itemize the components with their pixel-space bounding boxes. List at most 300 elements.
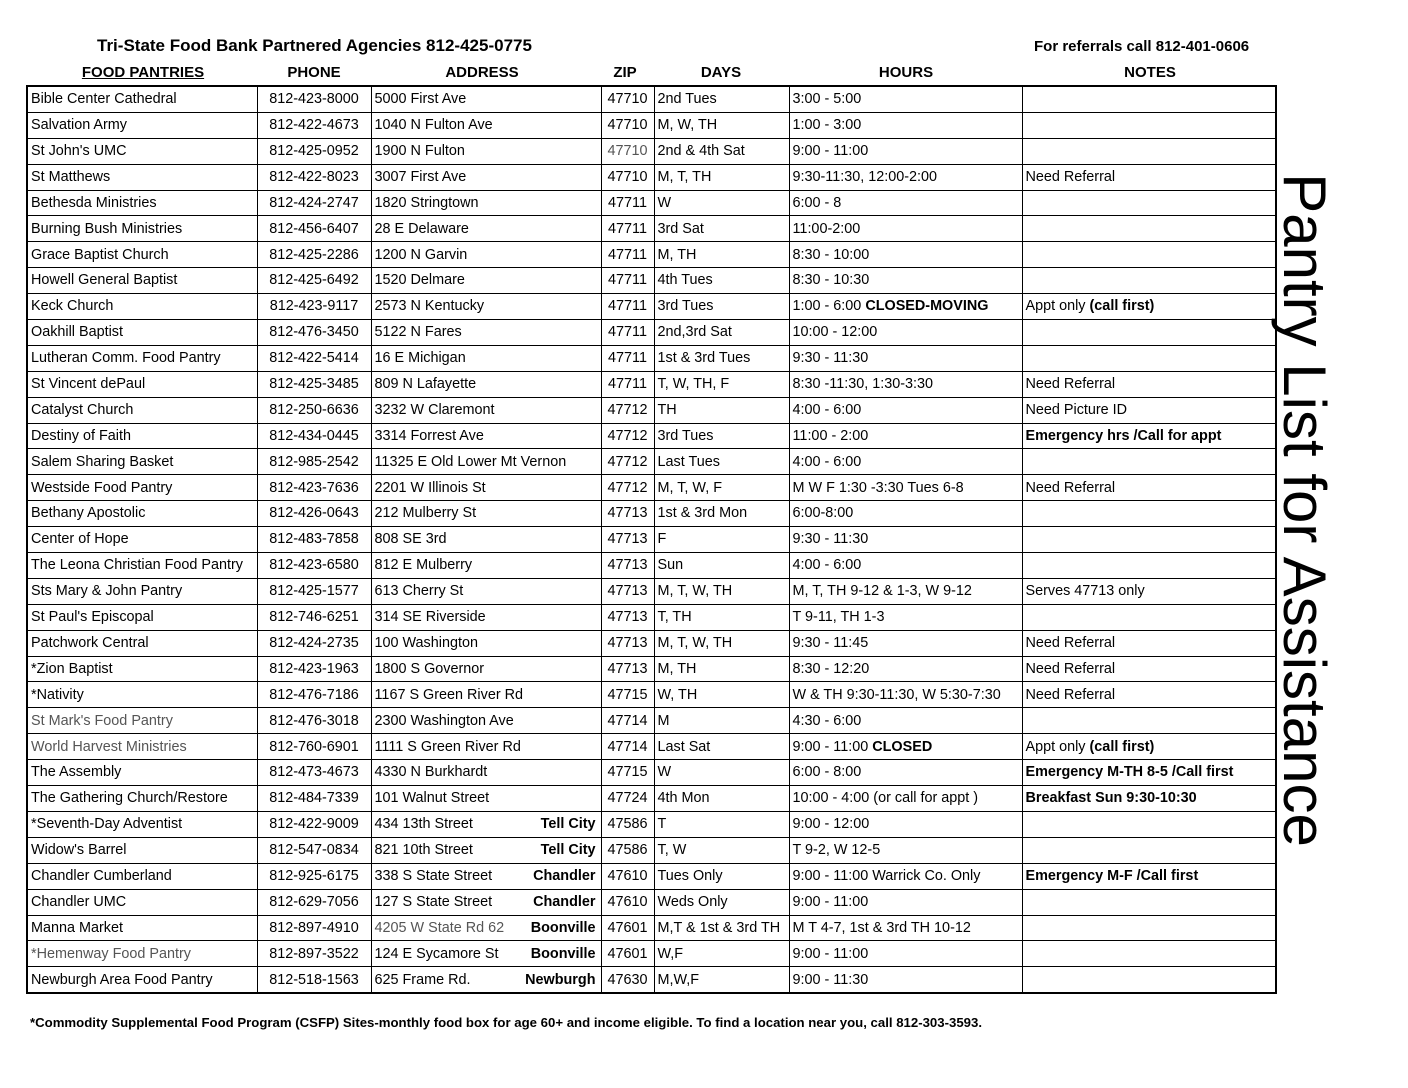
- table-row: [27, 786, 1276, 812]
- pantry-name: The Assembly: [27, 760, 257, 786]
- pantry-zip: 47610: [601, 889, 654, 915]
- table-row: [27, 604, 1276, 630]
- pantry-days: M, T, W, TH: [654, 630, 789, 656]
- pantry-name: Salem Sharing Basket: [27, 449, 257, 475]
- table-row: [27, 449, 1276, 475]
- pantry-hours: 8:30 -11:30, 1:30-3:30: [789, 371, 1022, 397]
- pantry-hours: 6:00-8:00: [789, 501, 1022, 527]
- table-row: [27, 397, 1276, 423]
- pantry-notes: Appt only (call first): [1022, 734, 1276, 760]
- table-row: [27, 216, 1276, 242]
- pantry-days: 2nd,3rd Sat: [654, 320, 789, 346]
- pantry-address: 1520 Delmare: [371, 268, 601, 294]
- pantry-days: TH: [654, 397, 789, 423]
- pantry-hours: M W F 1:30 -3:30 Tues 6-8: [789, 475, 1022, 501]
- pantry-notes: Need Picture ID: [1022, 397, 1276, 423]
- pantry-days: 3rd Sat: [654, 216, 789, 242]
- pantry-zip: 47710: [601, 112, 654, 138]
- footer-note: *Commodity Supplemental Food Program (CSFP) Sites-monthly food box for age 60+ and income eligible. To find a location near you, call 812-303-3593.: [30, 1015, 982, 1030]
- pantry-phone: 812-476-7186: [257, 682, 371, 708]
- table-row: [27, 138, 1276, 164]
- table-row: [27, 294, 1276, 320]
- pantry-phone: 812-425-3485: [257, 371, 371, 397]
- pantry-zip: 47711: [601, 294, 654, 320]
- pantry-notes: [1022, 320, 1276, 346]
- table-row: [27, 423, 1276, 449]
- pantry-days: 3rd Tues: [654, 423, 789, 449]
- pantry-address: 314 SE Riverside: [371, 604, 601, 630]
- pantry-days: M, T, TH: [654, 164, 789, 190]
- pantry-phone: 812-473-4673: [257, 760, 371, 786]
- pantry-city: Chandler: [533, 867, 596, 884]
- pantry-address: 1167 S Green River Rd: [371, 682, 601, 708]
- pantry-zip: 47715: [601, 760, 654, 786]
- pantry-notes: [1022, 941, 1276, 967]
- pantry-days: 1st & 3rd Tues: [654, 345, 789, 371]
- pantry-name: St Mark's Food Pantry: [27, 708, 257, 734]
- pantry-phone: 812-425-2286: [257, 242, 371, 268]
- pantry-city: Boonville: [530, 945, 596, 962]
- pantry-zip: 47712: [601, 423, 654, 449]
- pantry-days: W, TH: [654, 682, 789, 708]
- pantry-notes: [1022, 423, 1276, 449]
- pantry-notes: [1022, 216, 1276, 242]
- pantry-zip: 47601: [601, 941, 654, 967]
- table-row: [27, 164, 1276, 190]
- table-row: [27, 190, 1276, 216]
- pantry-phone: 812-456-6407: [257, 216, 371, 242]
- pantry-phone: 812-423-6580: [257, 553, 371, 579]
- table-row: [27, 708, 1276, 734]
- pantry-hours: 9:00 - 11:30: [789, 967, 1022, 993]
- table-row: [27, 941, 1276, 967]
- pantry-hours: M, T, TH 9-12 & 1-3, W 9-12: [789, 578, 1022, 604]
- table-row: [27, 889, 1276, 915]
- pantry-hours: 8:30 - 10:00: [789, 242, 1022, 268]
- pantry-phone: 812-760-6901: [257, 734, 371, 760]
- pantry-zip: 47711: [601, 371, 654, 397]
- pantry-notes: [1022, 915, 1276, 941]
- pantry-city: Tell City: [540, 842, 596, 859]
- pantry-hours: 1:00 - 6:00 CLOSED-MOVING: [789, 294, 1022, 320]
- pantry-name: Howell General Baptist: [27, 268, 257, 294]
- table-row: [27, 475, 1276, 501]
- pantry-notes: [1022, 604, 1276, 630]
- table-row: [27, 967, 1276, 993]
- pantry-zip: 47724: [601, 786, 654, 812]
- notes-emphasis: Emergency M-TH 8-5 /Call first: [1025, 764, 1234, 781]
- header-phone: PHONE: [287, 64, 341, 81]
- pantry-notes: [1022, 190, 1276, 216]
- pantry-address: 212 Mulberry St: [371, 501, 601, 527]
- pantry-phone: 812-518-1563: [257, 967, 371, 993]
- pantry-hours: 9:30-11:30, 12:00-2:00: [789, 164, 1022, 190]
- pantry-name: Destiny of Faith: [27, 423, 257, 449]
- header-zip: ZIP: [613, 64, 637, 81]
- pantry-days: M,T & 1st & 3rd TH: [654, 915, 789, 941]
- notes-emphasis: Breakfast Sun 9:30-10:30: [1025, 790, 1197, 807]
- pantry-zip: 47713: [601, 604, 654, 630]
- table-row: [27, 656, 1276, 682]
- pantry-notes: Need Referral: [1022, 475, 1276, 501]
- pantry-name: Oakhill Baptist: [27, 320, 257, 346]
- pantry-address: 101 Walnut Street: [371, 786, 601, 812]
- pantry-phone: 812-424-2747: [257, 190, 371, 216]
- pantry-zip: 47713: [601, 656, 654, 682]
- pantry-phone: 812-746-6251: [257, 604, 371, 630]
- pantry-phone: 812-423-9117: [257, 294, 371, 320]
- pantry-address: 3314 Forrest Ave: [371, 423, 601, 449]
- pantry-notes: Need Referral: [1022, 630, 1276, 656]
- pantry-address: 124 E Sycamore St Boonville: [371, 941, 601, 967]
- pantry-address: 821 10th Street Tell City: [371, 837, 601, 863]
- pantry-city: Boonville: [530, 919, 596, 936]
- pantry-hours: 9:00 - 11:00 CLOSED: [789, 734, 1022, 760]
- pantry-notes: [1022, 268, 1276, 294]
- pantry-zip: 47586: [601, 837, 654, 863]
- pantry-name: Bethesda Ministries: [27, 190, 257, 216]
- pantry-days: Last Sat: [654, 734, 789, 760]
- table-row: [27, 320, 1276, 346]
- pantry-hours: 1:00 - 3:00: [789, 112, 1022, 138]
- table-row: [27, 760, 1276, 786]
- pantry-zip: 47710: [601, 138, 654, 164]
- pantry-address: 1111 S Green River Rd: [371, 734, 601, 760]
- pantry-notes: [1022, 527, 1276, 553]
- pantry-address: 1040 N Fulton Ave: [371, 112, 601, 138]
- hours-status: CLOSED-MOVING: [865, 298, 989, 315]
- pantry-hours: 4:00 - 6:00: [789, 397, 1022, 423]
- pantry-phone: 812-250-6636: [257, 397, 371, 423]
- pantry-name: Lutheran Comm. Food Pantry: [27, 345, 257, 371]
- pantry-zip: 47610: [601, 863, 654, 889]
- pantry-hours: 3:00 - 5:00: [789, 86, 1022, 112]
- pantry-phone: 812-425-0952: [257, 138, 371, 164]
- pantry-notes: [1022, 449, 1276, 475]
- pantry-address: 28 E Delaware: [371, 216, 601, 242]
- pantry-days: Sun: [654, 553, 789, 579]
- pantry-hours: T 9-11, TH 1-3: [789, 604, 1022, 630]
- pantry-name: *Nativity: [27, 682, 257, 708]
- pantry-name: Chandler Cumberland: [27, 863, 257, 889]
- pantry-name: St Paul's Episcopal: [27, 604, 257, 630]
- pantry-zip: 47711: [601, 190, 654, 216]
- pantry-phone: 812-424-2735: [257, 630, 371, 656]
- pantry-zip: 47714: [601, 734, 654, 760]
- pantry-hours: 6:00 - 8:00: [789, 760, 1022, 786]
- referral-line: For referrals call 812-401-0606: [1034, 38, 1250, 55]
- notes-emphasis: (call first): [1089, 298, 1155, 315]
- pantry-days: 2nd & 4th Sat: [654, 138, 789, 164]
- pantry-days: 4th Tues: [654, 268, 789, 294]
- pantry-notes: Need Referral: [1022, 656, 1276, 682]
- pantry-address: 5000 First Ave: [371, 86, 601, 112]
- pantry-phone: 812-422-4673: [257, 112, 371, 138]
- pantry-phone: 812-422-8023: [257, 164, 371, 190]
- pantry-table: [26, 85, 1277, 994]
- pantry-address: 100 Washington: [371, 630, 601, 656]
- pantry-zip: 47601: [601, 915, 654, 941]
- pantry-phone: 812-897-3522: [257, 941, 371, 967]
- pantry-zip: 47713: [601, 630, 654, 656]
- pantry-name: Sts Mary & John Pantry: [27, 578, 257, 604]
- pantry-zip: 47710: [601, 86, 654, 112]
- pantry-notes: [1022, 837, 1276, 863]
- pantry-zip: 47713: [601, 501, 654, 527]
- pantry-hours: W & TH 9:30-11:30, W 5:30-7:30: [789, 682, 1022, 708]
- pantry-phone: 812-484-7339: [257, 786, 371, 812]
- pantry-name: St John's UMC: [27, 138, 257, 164]
- pantry-hours: 11:00-2:00: [789, 216, 1022, 242]
- header-hours: HOURS: [878, 64, 934, 81]
- document-title: Tri-State Food Bank Partnered Agencies 812-425-0775: [97, 36, 532, 55]
- table-row: [27, 578, 1276, 604]
- pantry-address: 809 N Lafayette: [371, 371, 601, 397]
- pantry-hours: 9:00 - 11:00 Warrick Co. Only: [789, 863, 1022, 889]
- notes-emphasis: Emergency hrs /Call for appt: [1025, 427, 1222, 444]
- pantry-name: Bethany Apostolic: [27, 501, 257, 527]
- table-row: [27, 837, 1276, 863]
- table-row: [27, 86, 1276, 112]
- pantry-phone: 812-483-7858: [257, 527, 371, 553]
- pantry-address: 1820 Stringtown: [371, 190, 601, 216]
- table-row: [27, 811, 1276, 837]
- pantry-days: Tues Only: [654, 863, 789, 889]
- pantry-days: T, W: [654, 837, 789, 863]
- pantry-hours: 8:30 - 12:20: [789, 656, 1022, 682]
- pantry-phone: 812-476-3450: [257, 320, 371, 346]
- pantry-address: 2201 W Illinois St: [371, 475, 601, 501]
- pantry-hours: 9:00 - 11:00: [789, 941, 1022, 967]
- pantry-notes: [1022, 967, 1276, 993]
- pantry-address: 127 S State Street Chandler: [371, 889, 601, 915]
- pantry-days: T: [654, 811, 789, 837]
- pantry-hours: 4:30 - 6:00: [789, 708, 1022, 734]
- pantry-hours: 9:00 - 11:00: [789, 889, 1022, 915]
- pantry-address: 338 S State Street Chandler: [371, 863, 601, 889]
- table-row: [27, 734, 1276, 760]
- pantry-notes: [1022, 501, 1276, 527]
- pantry-phone: 812-985-2542: [257, 449, 371, 475]
- pantry-address: 16 E Michigan: [371, 345, 601, 371]
- table-row: [27, 630, 1276, 656]
- pantry-address: 812 E Mulberry: [371, 553, 601, 579]
- pantry-zip: 47710: [601, 164, 654, 190]
- pantry-hours: 9:30 - 11:45: [789, 630, 1022, 656]
- hours-status: CLOSED: [872, 738, 933, 755]
- pantry-hours: 4:00 - 6:00: [789, 553, 1022, 579]
- pantry-zip: 47713: [601, 578, 654, 604]
- pantry-zip: 47712: [601, 449, 654, 475]
- pantry-notes: [1022, 242, 1276, 268]
- table-row: [27, 501, 1276, 527]
- pantry-notes: [1022, 889, 1276, 915]
- pantry-phone: 812-547-0834: [257, 837, 371, 863]
- pantry-hours: 4:00 - 6:00: [789, 449, 1022, 475]
- pantry-days: M, TH: [654, 656, 789, 682]
- pantry-name: Center of Hope: [27, 527, 257, 553]
- table-row: [27, 242, 1276, 268]
- pantry-days: W: [654, 190, 789, 216]
- pantry-name: Chandler UMC: [27, 889, 257, 915]
- header-days: DAYS: [700, 64, 742, 81]
- pantry-days: M, W, TH: [654, 112, 789, 138]
- pantry-hours: 10:00 - 12:00: [789, 320, 1022, 346]
- pantry-hours: 8:30 - 10:30: [789, 268, 1022, 294]
- pantry-phone: 812-422-5414: [257, 345, 371, 371]
- pantry-days: F: [654, 527, 789, 553]
- pantry-notes: [1022, 345, 1276, 371]
- pantry-zip: 47711: [601, 320, 654, 346]
- pantry-days: 1st & 3rd Mon: [654, 501, 789, 527]
- pantry-hours: M T 4-7, 1st & 3rd TH 10-12: [789, 915, 1022, 941]
- pantry-address: 4330 N Burkhardt: [371, 760, 601, 786]
- pantry-days: M: [654, 708, 789, 734]
- pantry-days: T, W, TH, F: [654, 371, 789, 397]
- pantry-name: Salvation Army: [27, 112, 257, 138]
- table-row: [27, 682, 1276, 708]
- pantry-name: St Matthews: [27, 164, 257, 190]
- pantry-zip: 47713: [601, 527, 654, 553]
- pantry-hours: 9:00 - 12:00: [789, 811, 1022, 837]
- pantry-zip: 47711: [601, 216, 654, 242]
- pantry-zip: 47711: [601, 268, 654, 294]
- pantry-name: *Zion Baptist: [27, 656, 257, 682]
- pantry-name: Bible Center Cathedral: [27, 86, 257, 112]
- pantry-address: 613 Cherry St: [371, 578, 601, 604]
- header-food-pantries: FOOD PANTRIES: [81, 64, 205, 81]
- pantry-hours: T 9-2, W 12-5: [789, 837, 1022, 863]
- table-row: [27, 915, 1276, 941]
- pantry-days: T, TH: [654, 604, 789, 630]
- pantry-name: *Seventh-Day Adventist: [27, 811, 257, 837]
- pantry-notes: [1022, 138, 1276, 164]
- pantry-address: 625 Frame Rd. Newburgh: [371, 967, 601, 993]
- pantry-phone: 812-897-4910: [257, 915, 371, 941]
- pantry-name: Keck Church: [27, 294, 257, 320]
- pantry-days: M, T, W, TH: [654, 578, 789, 604]
- pantry-notes: Appt only (call first): [1022, 294, 1276, 320]
- pantry-notes: Need Referral: [1022, 682, 1276, 708]
- pantry-name: Manna Market: [27, 915, 257, 941]
- pantry-name: Newburgh Area Food Pantry: [27, 967, 257, 993]
- pantry-name: Widow's Barrel: [27, 837, 257, 863]
- pantry-address: 5122 N Fares: [371, 320, 601, 346]
- pantry-hours: 9:30 - 11:30: [789, 527, 1022, 553]
- table-row: [27, 112, 1276, 138]
- pantry-notes: Need Referral: [1022, 371, 1276, 397]
- pantry-hours: 11:00 - 2:00: [789, 423, 1022, 449]
- pantry-name: Westside Food Pantry: [27, 475, 257, 501]
- pantry-hours: 9:00 - 11:00: [789, 138, 1022, 164]
- pantry-address: 3007 First Ave: [371, 164, 601, 190]
- table-row: [27, 371, 1276, 397]
- pantry-notes: [1022, 86, 1276, 112]
- pantry-days: W: [654, 760, 789, 786]
- pantry-notes: Need Referral: [1022, 164, 1276, 190]
- pantry-zip: 47630: [601, 967, 654, 993]
- pantry-name: *Hemenway Food Pantry: [27, 941, 257, 967]
- pantry-phone: 812-422-9009: [257, 811, 371, 837]
- pantry-name: Patchwork Central: [27, 630, 257, 656]
- pantry-phone: 812-629-7056: [257, 889, 371, 915]
- pantry-zip: 47711: [601, 242, 654, 268]
- pantry-phone: 812-476-3018: [257, 708, 371, 734]
- pantry-address: 2573 N Kentucky: [371, 294, 601, 320]
- table-row: [27, 527, 1276, 553]
- pantry-name: St Vincent dePaul: [27, 371, 257, 397]
- pantry-days: 4th Mon: [654, 786, 789, 812]
- pantry-notes: [1022, 112, 1276, 138]
- table-row: [27, 553, 1276, 579]
- pantry-days: W,F: [654, 941, 789, 967]
- pantry-zip: 47715: [601, 682, 654, 708]
- pantry-zip: 47713: [601, 553, 654, 579]
- pantry-phone: 812-426-0643: [257, 501, 371, 527]
- pantry-days: 2nd Tues: [654, 86, 789, 112]
- pantry-city: Chandler: [533, 893, 596, 910]
- pantry-name: Burning Bush Ministries: [27, 216, 257, 242]
- pantry-phone: 812-434-0445: [257, 423, 371, 449]
- pantry-address: 1800 S Governor: [371, 656, 601, 682]
- pantry-address: 434 13th Street Tell City: [371, 811, 601, 837]
- pantry-name: The Gathering Church/Restore: [27, 786, 257, 812]
- pantry-address: 3232 W Claremont: [371, 397, 601, 423]
- table-row: [27, 863, 1276, 889]
- notes-emphasis: (call first): [1089, 738, 1155, 755]
- pantry-phone: 812-423-1963: [257, 656, 371, 682]
- pantry-notes: Serves 47713 only: [1022, 578, 1276, 604]
- side-title: Pantry List for Assistance: [1271, 173, 1338, 847]
- pantry-zip: 47586: [601, 811, 654, 837]
- pantry-zip: 47714: [601, 708, 654, 734]
- pantry-hours: 6:00 - 8: [789, 190, 1022, 216]
- pantry-days: M, T, W, F: [654, 475, 789, 501]
- pantry-address: 4205 W State Rd 62 Boonville: [371, 915, 601, 941]
- pantry-zip: 47711: [601, 345, 654, 371]
- pantry-name: Grace Baptist Church: [27, 242, 257, 268]
- table-row: [27, 345, 1276, 371]
- table-row: [27, 268, 1276, 294]
- pantry-days: 3rd Tues: [654, 294, 789, 320]
- pantry-address: 11325 E Old Lower Mt Vernon: [371, 449, 601, 475]
- pantry-notes: [1022, 760, 1276, 786]
- pantry-name: Catalyst Church: [27, 397, 257, 423]
- pantry-notes: [1022, 708, 1276, 734]
- pantry-city: Newburgh: [525, 971, 596, 988]
- pantry-days: M, TH: [654, 242, 789, 268]
- pantry-hours: 9:30 - 11:30: [789, 345, 1022, 371]
- pantry-name: World Harvest Ministries: [27, 734, 257, 760]
- pantry-notes: [1022, 786, 1276, 812]
- pantry-address: 1200 N Garvin: [371, 242, 601, 268]
- pantry-zip: 47712: [601, 475, 654, 501]
- pantry-name: The Leona Christian Food Pantry: [27, 553, 257, 579]
- pantry-days: M,W,F: [654, 967, 789, 993]
- pantry-hours: 10:00 - 4:00 (or call for appt ): [789, 786, 1022, 812]
- pantry-zip: 47712: [601, 397, 654, 423]
- header-notes: NOTES: [1124, 64, 1176, 81]
- pantry-phone: 812-425-1577: [257, 578, 371, 604]
- pantry-address: 808 SE 3rd: [371, 527, 601, 553]
- pantry-address: 2300 Washington Ave: [371, 708, 601, 734]
- pantry-phone: 812-423-7636: [257, 475, 371, 501]
- header-address: ADDRESS: [445, 64, 519, 81]
- pantry-notes: [1022, 811, 1276, 837]
- pantry-city: Tell City: [540, 816, 596, 833]
- pantry-phone: 812-423-8000: [257, 86, 371, 112]
- pantry-phone: 812-425-6492: [257, 268, 371, 294]
